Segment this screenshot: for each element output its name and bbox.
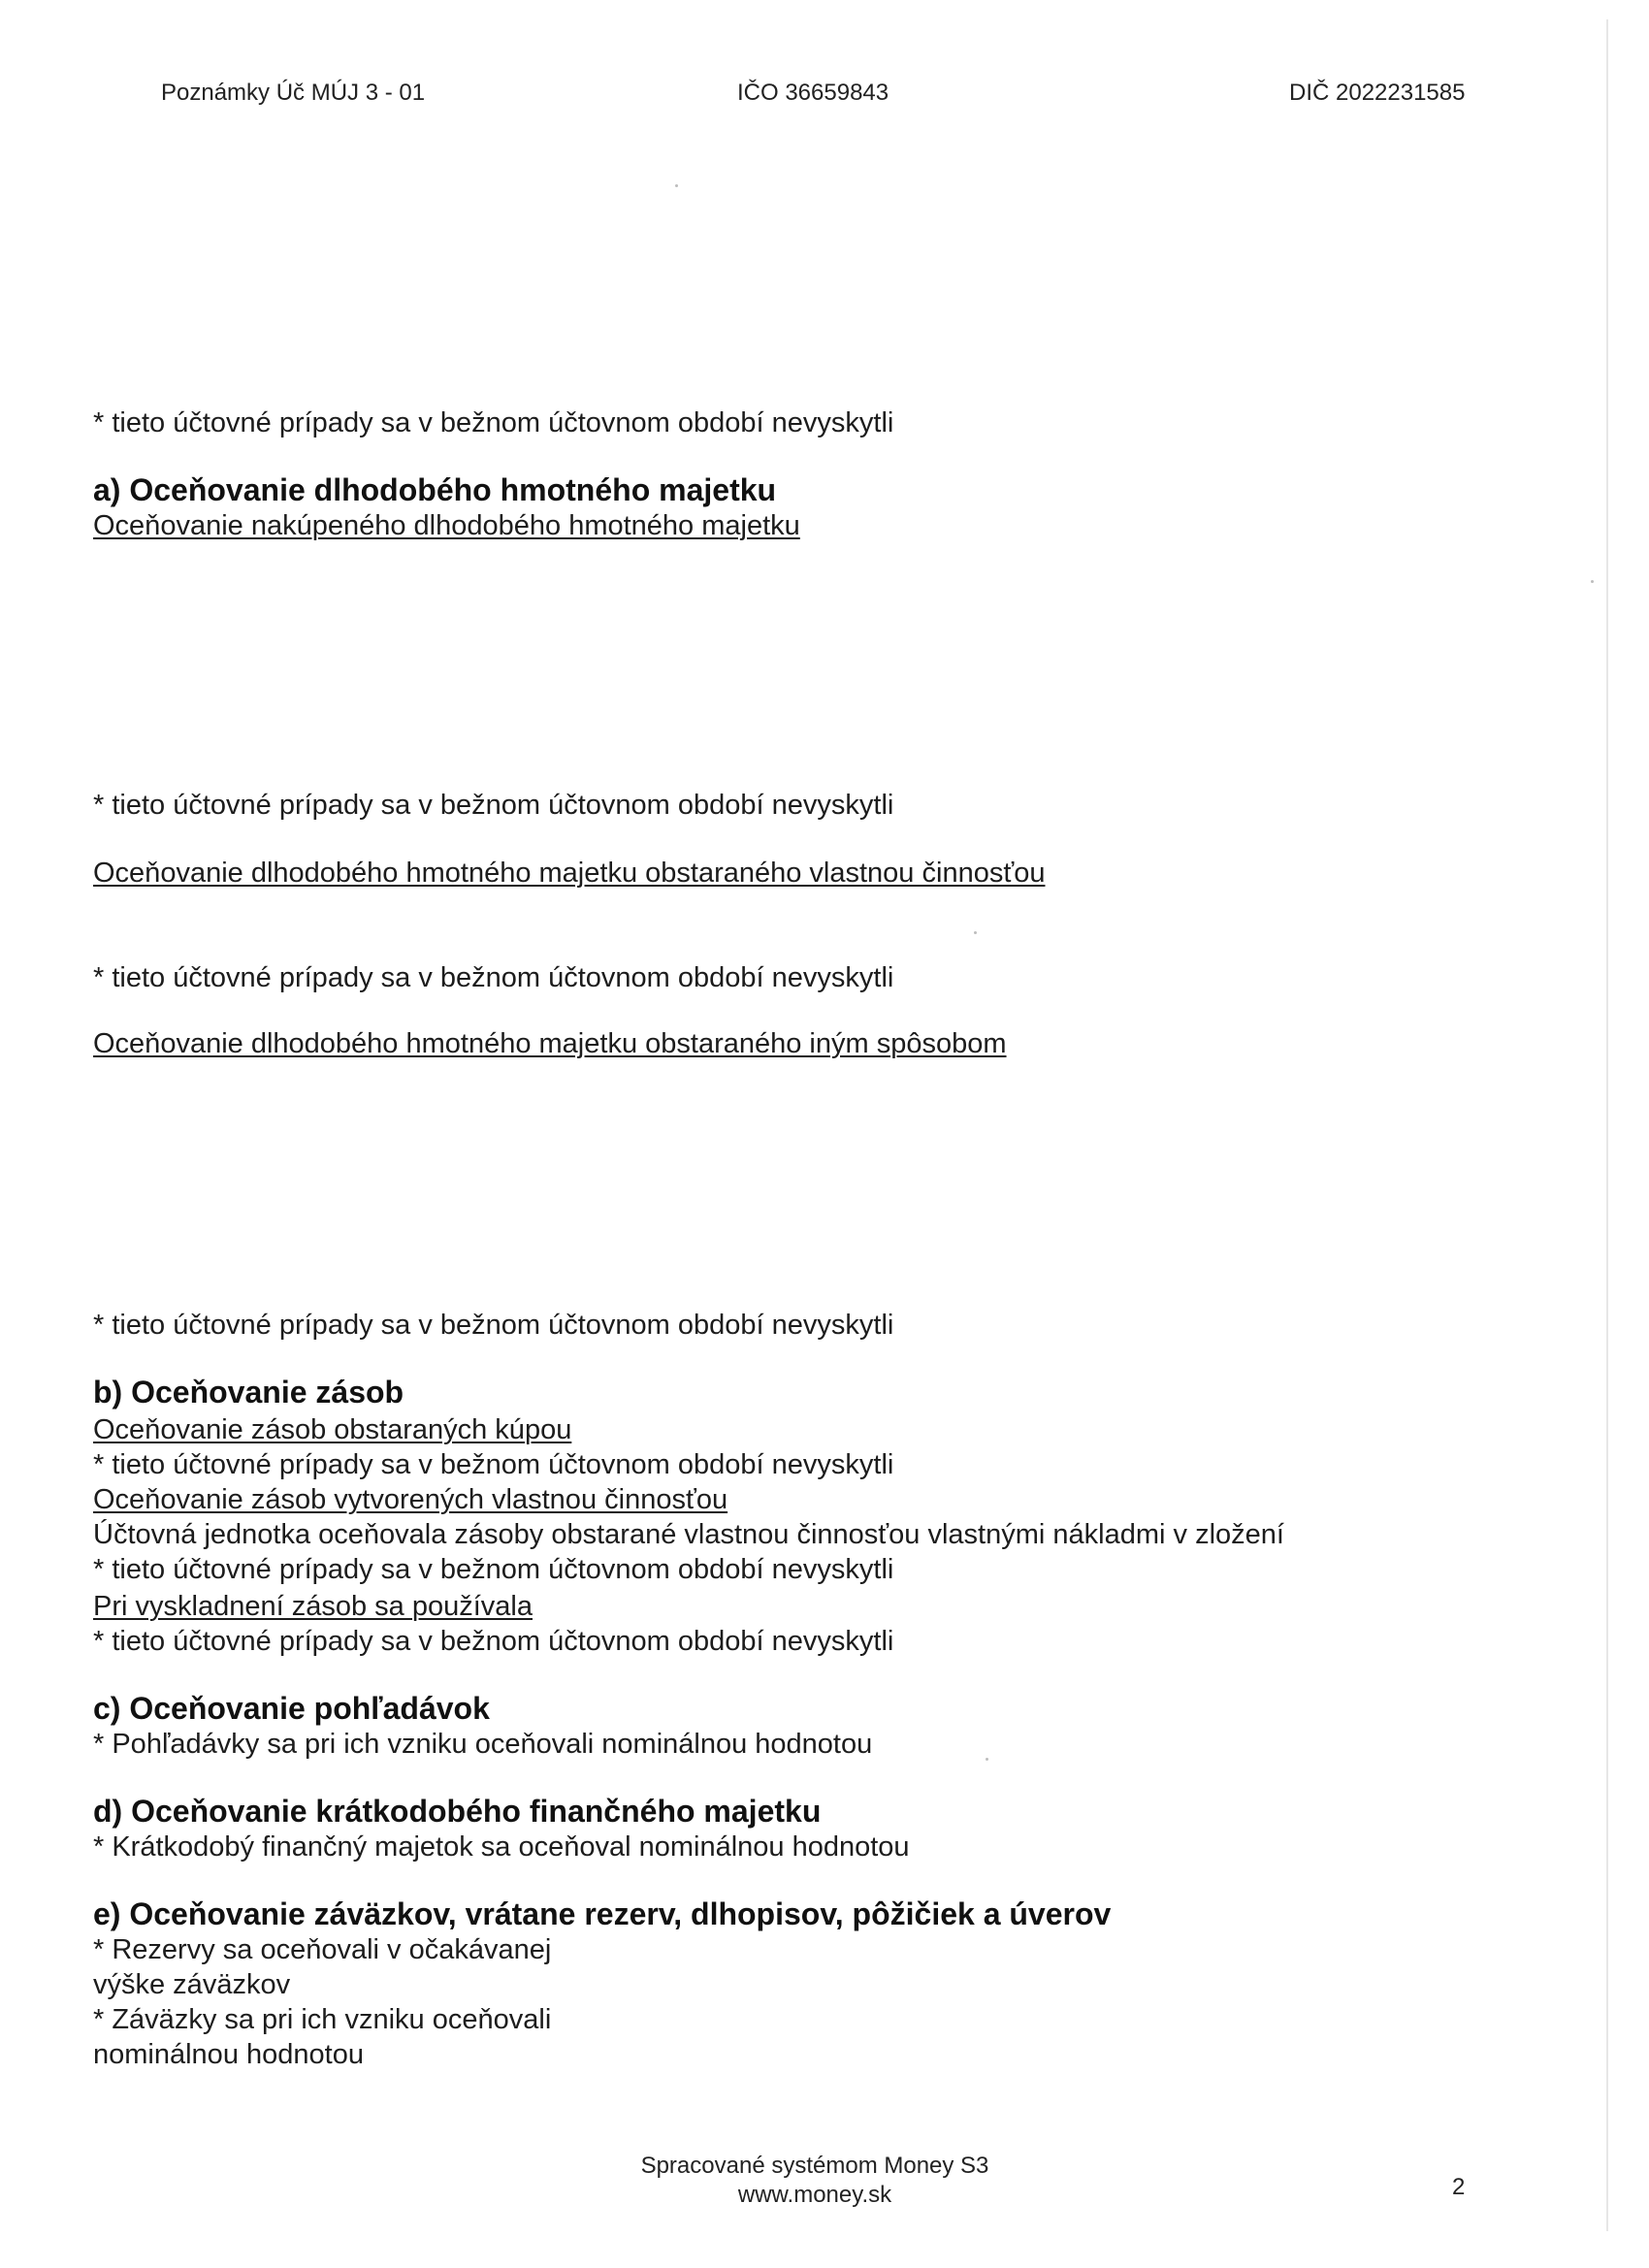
section-a-subheading-other-means: Oceňovanie dlhodobého hmotného majetku obstaraného iným spôsobom: [93, 1028, 1007, 1059]
notice-text: * tieto účtovné prípady sa v bežnom účtovnom období nevyskytli: [93, 407, 894, 438]
section-b-subheading-dispatch: Pri vyskladnení zásob sa používala: [93, 1591, 533, 1622]
notice-text: * tieto účtovné prípady sa v bežnom účtovnom období nevyskytli: [93, 1449, 894, 1480]
section-e-line-1: * Rezervy sa oceňovali v očakávanej: [93, 1934, 552, 1965]
section-e-title: e) Oceňovanie záväzkov, vrátane rezerv, dlhopisov, pôžičiek a úverov: [93, 1896, 1112, 1931]
scan-speck: [986, 1758, 988, 1761]
notice-text: * tieto účtovné prípady sa v bežnom účtovnom období nevyskytli: [93, 1626, 894, 1657]
section-e-line-2: výške záväzkov: [93, 1969, 291, 2000]
footer-website: www.money.sk: [737, 2182, 892, 2208]
section-b-own-activity-text: Účtovná jednotka oceňovala zásoby obstarané vlastnou činnosťou vlastnými nákladmi v zložení: [93, 1519, 1284, 1550]
section-a-subheading-purchased: Oceňovanie nakúpeného dlhodobého hmotného majetku: [93, 510, 800, 541]
header-document-code: Poznámky Úč MÚJ 3 - 01: [161, 80, 426, 106]
section-e-line-3: * Záväzky sa pri ich vzniku oceňovali: [93, 2004, 552, 2035]
scan-edge: [1606, 19, 1608, 2231]
section-d-text: * Krátkodobý finančný majetok sa oceňoval nominálnou hodnotou: [93, 1831, 910, 1863]
scan-speck: [1591, 580, 1594, 583]
section-a-subheading-own-activity: Oceňovanie dlhodobého hmotného majetku obstaraného vlastnou činnosťou: [93, 858, 1046, 889]
notice-text: * tieto účtovné prípady sa v bežnom účtovnom období nevyskytli: [93, 1310, 894, 1341]
section-a-title: a) Oceňovanie dlhodobého hmotného majetku: [93, 472, 777, 507]
notice-text: * tieto účtovné prípady sa v bežnom účtovnom období nevyskytli: [93, 790, 894, 821]
scan-speck: [675, 184, 678, 187]
section-b-subheading-own-activity: Oceňovanie zásob vytvorených vlastnou činnosťou: [93, 1484, 728, 1515]
header-dic: DIČ 2022231585: [1289, 80, 1466, 106]
header-ico: IČO 36659843: [737, 80, 889, 106]
scan-speck: [974, 931, 977, 934]
section-b-title: b) Oceňovanie zásob: [93, 1375, 404, 1409]
section-e-line-4: nominálnou hodnotou: [93, 2039, 364, 2070]
notice-text: * tieto účtovné prípady sa v bežnom účtovnom období nevyskytli: [93, 962, 894, 993]
section-d-title: d) Oceňovanie krátkodobého finančného majetku: [93, 1794, 822, 1829]
page-number: 2: [1452, 2174, 1466, 2200]
section-b-subheading-purchase: Oceňovanie zásob obstaraných kúpou: [93, 1414, 572, 1445]
section-c-title: c) Oceňovanie pohľadávok: [93, 1691, 490, 1726]
section-c-text: * Pohľadávky sa pri ich vzniku oceňovali nominálnou hodnotou: [93, 1729, 873, 1760]
notice-text: * tieto účtovné prípady sa v bežnom účtovnom období nevyskytli: [93, 1554, 894, 1585]
footer-software-line: Spracované systémom Money S3: [640, 2153, 989, 2179]
